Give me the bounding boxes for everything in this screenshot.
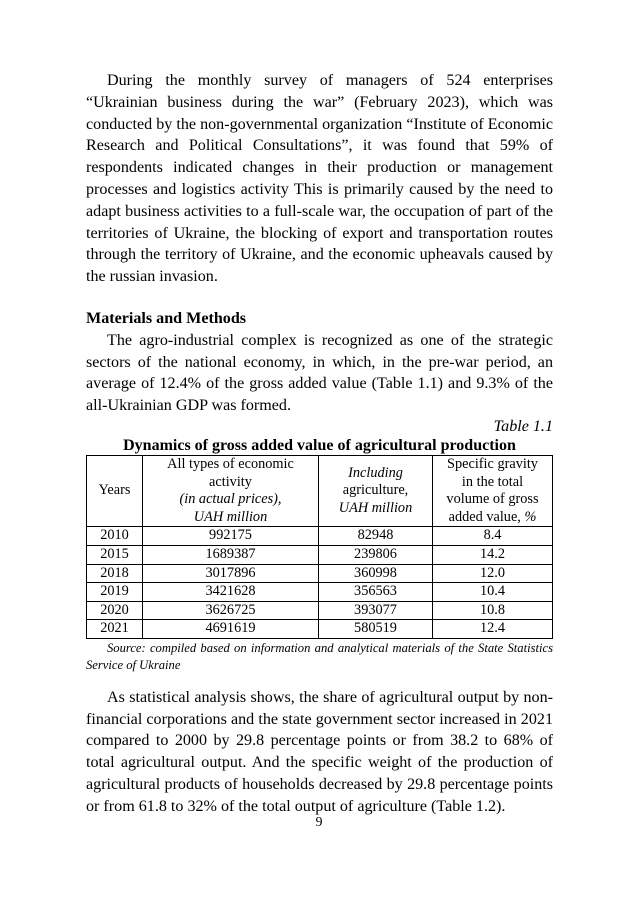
table-row <box>87 583 553 602</box>
header-agriculture-label: agriculture, <box>342 482 409 499</box>
cell-share: 10.8 <box>433 601 553 620</box>
table-row <box>87 601 553 620</box>
cell-all-activity: 4691619 <box>143 620 319 639</box>
cell-all-activity: 992175 <box>143 527 319 546</box>
table-row <box>87 527 553 546</box>
cell-all-activity: 3626725 <box>143 601 319 620</box>
paragraph-statistical-analysis: As statistical analysis shows, the share of agricultural output by non-financial corporations and the state government sector increased in 2021 compared to 2000 by 29.8 percentage points or from 38.2 to 68% of total agricultural output. And the specific weight of the production of agricultural products of households decreased by 29.8 percentage points or from 61.8 to 32% of the total output of agriculture (Table 1.2). <box>86 688 553 815</box>
cell-share: 10.4 <box>433 583 553 602</box>
cell-year: 2019 <box>87 583 143 602</box>
cell-share: 14.2 <box>433 545 553 564</box>
cell-agriculture: 356563 <box>319 583 433 602</box>
cell-agriculture: 393077 <box>319 601 433 620</box>
header-all-prices: (in actual prices), <box>179 491 282 508</box>
paragraph-agro-complex: The agro-industrial complex is recognized as one of the strategic sectors of the national economy, in which, in the pre-war period, an average of 12.4% of the gross added value (Table 1.1) and 9.3% of the all-Ukrainian GDP was formed. <box>86 331 553 415</box>
table-title: Dynamics of gross added value of agricultural production <box>123 436 516 454</box>
header-all-unit: UAH million <box>193 508 268 525</box>
header-agri-unit: UAH million <box>338 499 413 516</box>
header-all-main: All types of economic activity <box>167 455 294 490</box>
cell-agriculture: 360998 <box>319 564 433 583</box>
cell-year: 2018 <box>87 564 143 583</box>
cell-agriculture: 239806 <box>319 545 433 564</box>
cell-share: 8.4 <box>433 527 553 546</box>
document-page <box>86 70 553 818</box>
table-row <box>87 545 553 564</box>
header-including: Including <box>348 464 403 481</box>
cell-year: 2020 <box>87 601 143 620</box>
cell-agriculture: 82948 <box>319 527 433 546</box>
table-label: Table 1.1 <box>493 417 553 435</box>
cell-share: 12.4 <box>433 620 553 639</box>
page-number: 9 <box>315 815 323 830</box>
cell-all-activity: 3421628 <box>143 583 319 602</box>
header-agriculture <box>319 455 433 526</box>
cell-year: 2010 <box>87 527 143 546</box>
table-source: Source: compiled based on information and analytical materials of the State Statistics Service of Ukraine <box>86 640 553 673</box>
table-row <box>87 564 553 583</box>
table-header-row <box>87 455 553 526</box>
cell-agriculture: 580519 <box>319 620 433 639</box>
cell-year: 2015 <box>87 545 143 564</box>
header-spec-unit: % <box>524 508 537 525</box>
table-row <box>87 620 553 639</box>
cell-year: 2021 <box>87 620 143 639</box>
gva-table <box>86 455 553 639</box>
paragraph-survey: During the monthly survey of managers of 524 enterprises “Ukrainian business during the war” (February 2023), which was conducted by the non-governmental organization “Institute of Economic Research and Political Consultations”, it was found that 59% of respondents indicated changes in their production or management processes and logistics activity This is primarily caused by the need to adapt business activities to a full-scale war, the occupation of part of the territories of Ukraine, the blocking of export and transportation routes through the territory of Ukraine, and the economic upheavals caused by the russian invasion. <box>86 72 553 286</box>
cell-all-activity: 1689387 <box>143 545 319 564</box>
cell-share: 12.0 <box>433 564 553 583</box>
section-heading: Materials and Methods <box>86 309 247 327</box>
header-specific-gravity <box>433 455 553 526</box>
cell-all-activity: 3017896 <box>143 564 319 583</box>
header-spec-main: Specific gravity in the total volume of gross added value, <box>446 455 539 525</box>
header-years: Years <box>87 455 143 526</box>
header-all-activity <box>143 455 319 526</box>
